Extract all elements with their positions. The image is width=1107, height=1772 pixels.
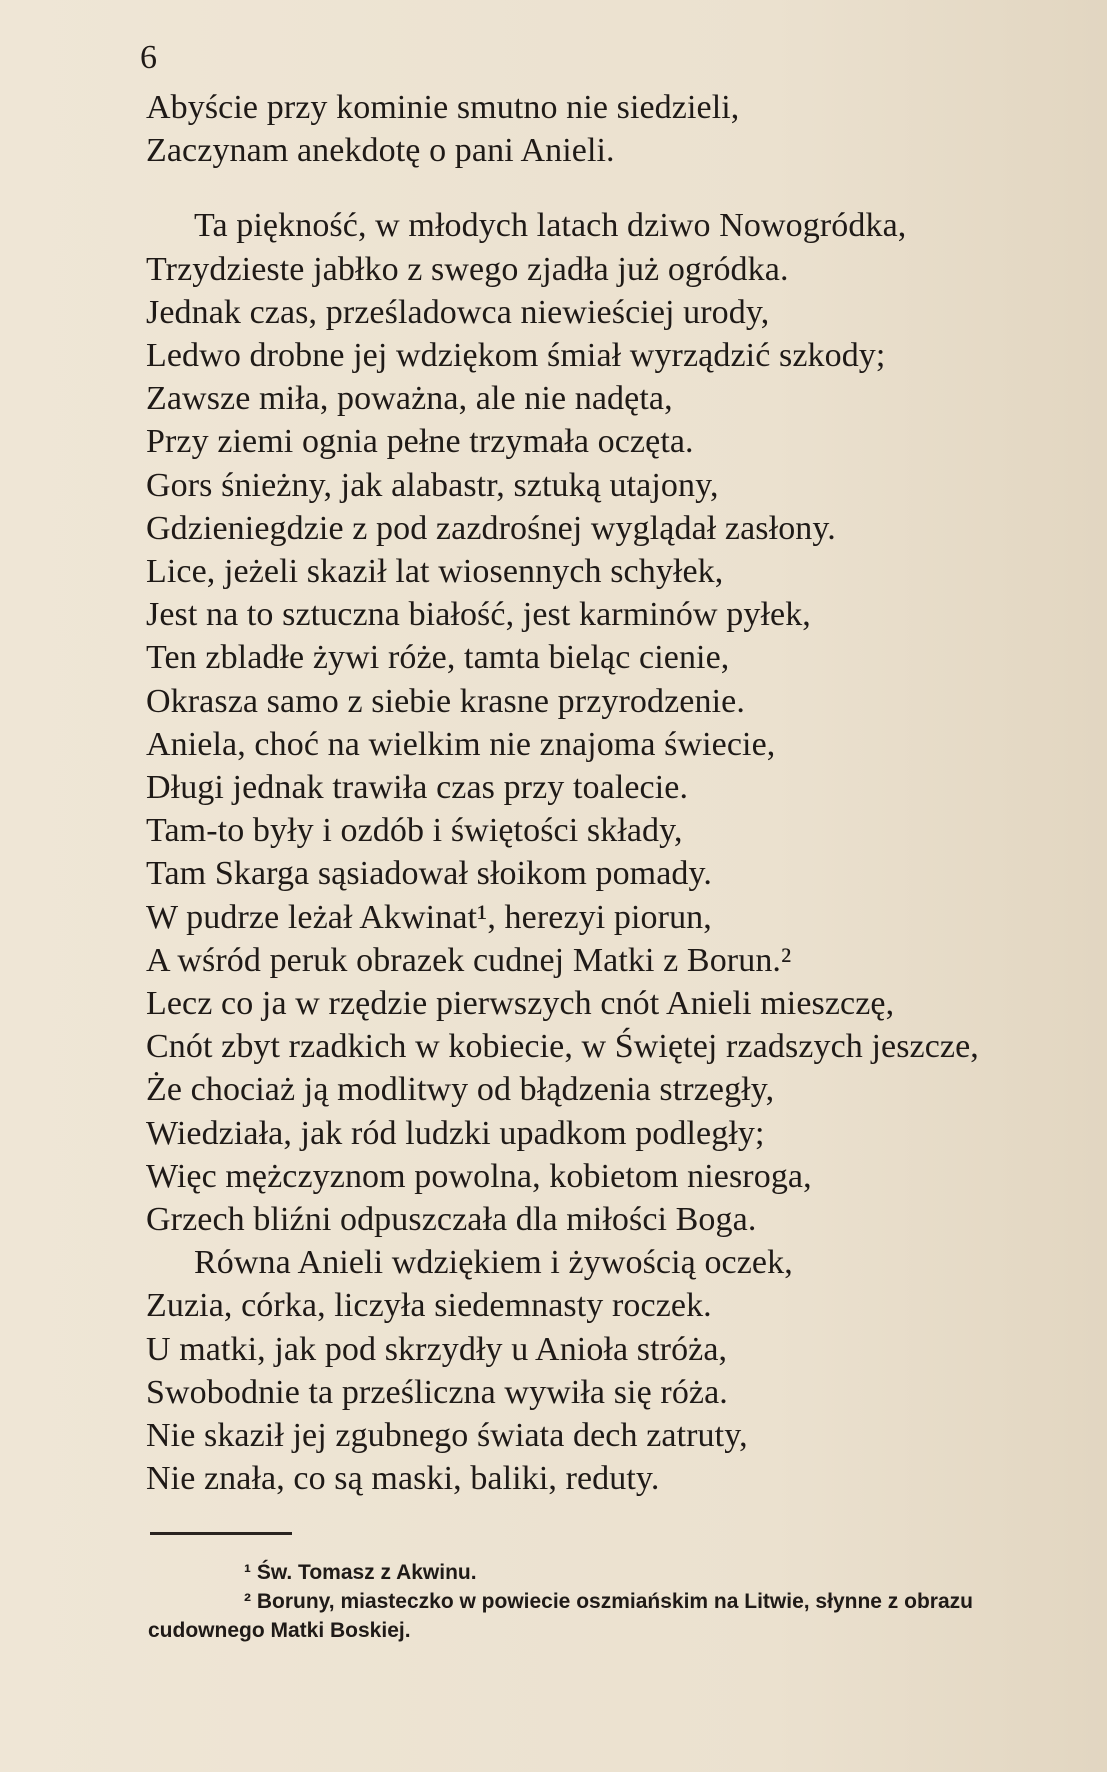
verse-line: Jest na to sztuczna białość, jest karminów pyłek, — [146, 596, 811, 634]
verse-line: Lice, jeżeli skaził lat wiosennych schyłek, — [146, 553, 724, 591]
verse-line: Jednak czas, prześladowca niewieściej urody, — [146, 293, 770, 331]
verse-line: Okrasza samo z siebie krasne przyrodzenie. — [146, 682, 745, 720]
verse-line: Nie znała, co są maski, baliki, reduty. — [146, 1460, 660, 1498]
footnote-2: ² Boruny, miasteczko w powiecie oszmiańskim na Litwie, słynne z obrazu — [244, 1590, 973, 1613]
verse-line: Długi jednak trawiła czas przy toalecie. — [146, 769, 689, 807]
verse-line: Ledwo drobne jej wdziękom śmiał wyrządzić szkody; — [146, 337, 886, 375]
verse-line: W pudrze leżał Akwinat¹, herezyi piorun, — [146, 898, 712, 936]
footnotes — [148, 1558, 1088, 1645]
footnote-separator — [150, 1532, 292, 1535]
verse-line: Aniela, choć na wielkim nie znajoma świecie, — [146, 725, 776, 763]
footnote-1: ¹ Św. Tomasz z Akwinu. — [244, 1561, 477, 1584]
verse-line: Ten zbladłe żywi róże, tamta bieląc cienie, — [146, 639, 730, 677]
verse-line: Ta piękność, w młodych latach dziwo Nowogródka, — [194, 207, 907, 245]
verse-line: Więc mężczyznom powolna, kobietom niesroga, — [146, 1157, 812, 1195]
verse-line: U matki, jak pod skrzydły u Anioła stróża, — [146, 1330, 728, 1368]
verse-line: Że chociaż ją modlitwy od błądzenia strzegły, — [146, 1071, 775, 1109]
verse-line: Zaczynam anekdotę o pani Anieli. — [146, 132, 615, 170]
footnote-2-continuation: cudownego Matki Boskiej. — [148, 1619, 411, 1642]
verse-line: Grzech bliźni odpuszczała dla miłości Boga. — [146, 1201, 757, 1239]
verse-line: Nie skaził jej zgubnego świata dech zatruty, — [146, 1417, 748, 1455]
verse-line: Abyście przy kominie smutno nie siedzieli, — [146, 89, 740, 126]
verse-line: Tam-to były i ozdób i świętości składy, — [146, 812, 683, 850]
verse-line: Gors śnieżny, jak alabastr, sztuką utajony, — [146, 466, 719, 504]
verse-line: Tam Skarga sąsiadował słoikom pomady. — [146, 855, 713, 893]
page-number: 6 — [140, 39, 158, 76]
stanza-gap — [146, 172, 1066, 204]
stanza-1 — [146, 86, 1066, 172]
verse-line: Trzydzieste jabłko z swego zjadła już ogródka. — [146, 250, 789, 288]
stanza-3 — [146, 1241, 1066, 1500]
verse-line: Przy ziemi ognia pełne trzymała oczęta. — [146, 423, 694, 461]
verse-line: A wśród peruk obrazek cudnej Matki z Borun.² — [146, 941, 792, 979]
verse-line: Lecz co ja w rzędzie pierwszych cnót Anieli mieszczę, — [146, 985, 895, 1023]
stanza-2 — [146, 204, 1066, 1241]
verse-line: Równa Anieli wdziękiem i żywością oczek, — [194, 1244, 793, 1282]
verse-line: Wiedziała, jak ród ludzki upadkom podległy; — [146, 1114, 765, 1152]
verse-line: Zuzia, córka, liczyła siedemnasty roczek. — [146, 1287, 712, 1325]
verse-line: Zawsze miła, poważna, ale nie nadęta, — [146, 380, 673, 418]
verse-line: Cnót zbyt rzadkich w kobiecie, w Świętej rzadszych jeszcze, — [146, 1028, 979, 1066]
poem-text — [146, 86, 1066, 1501]
verse-line: Gdzieniegdzie z pod zazdrośnej wyglądał zasłony. — [146, 509, 836, 547]
verse-line: Swobodnie ta prześliczna wywiła się róża. — [146, 1373, 728, 1411]
